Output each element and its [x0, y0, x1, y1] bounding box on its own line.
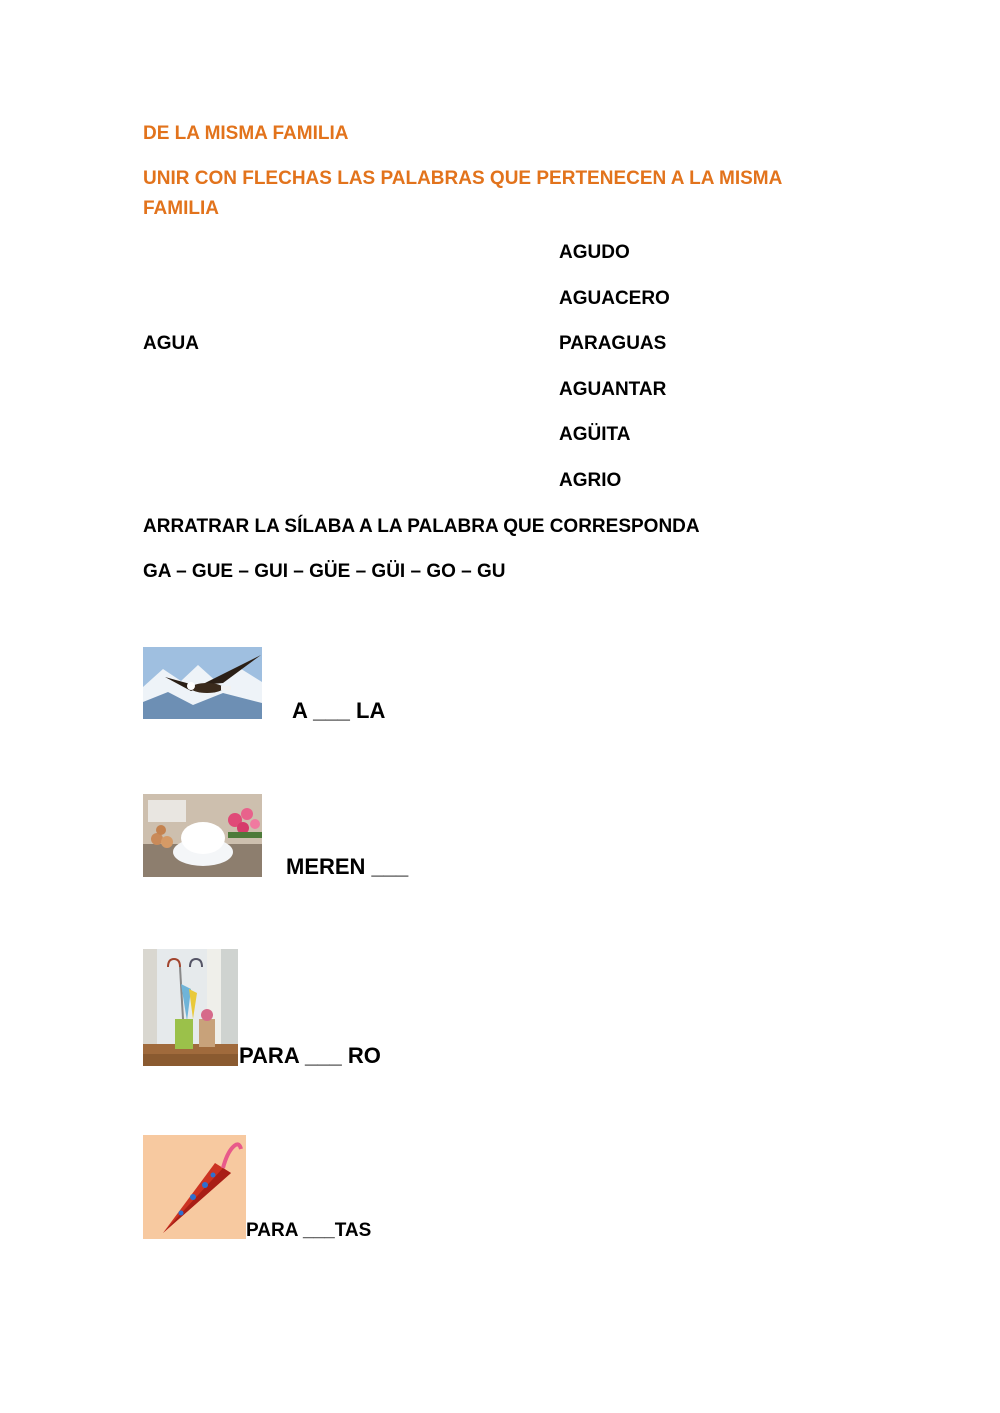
instruction-drag: ARRATRAR LA SÍLABA A LA PALABRA QUE CORRESPONDA	[143, 516, 700, 537]
word-blank[interactable]: A ___ LA	[292, 698, 386, 723]
umbrella-image	[143, 1135, 246, 1239]
meringue-image	[143, 794, 262, 877]
source-word[interactable]: AGUA	[143, 333, 199, 354]
instruction-match-line-1: UNIR CON FLECHAS LAS PALABRAS QUE PERTENECEN A LA MISMA	[143, 168, 783, 189]
word-blank[interactable]: PARA ___ RO	[239, 1043, 381, 1068]
word-blank[interactable]: MEREN ___	[286, 854, 409, 879]
target-word[interactable]: AGÜITA	[559, 424, 631, 445]
eagle-image	[143, 647, 262, 719]
target-word[interactable]: AGUANTAR	[559, 379, 667, 400]
target-word[interactable]: PARAGUAS	[559, 333, 667, 354]
word-blank[interactable]: PARA ___TAS	[246, 1220, 372, 1241]
target-word[interactable]: AGUDO	[559, 242, 630, 263]
umbrella-stand-image	[143, 949, 238, 1066]
instruction-match-line-2: FAMILIA	[143, 198, 219, 219]
target-word[interactable]: AGRIO	[559, 470, 622, 491]
target-word[interactable]: AGUACERO	[559, 288, 670, 309]
page-title: DE LA MISMA FAMILIA	[143, 123, 349, 144]
syllable-list[interactable]: GA – GUE – GUI – GÜE – GÜI – GO – GU	[143, 561, 506, 582]
